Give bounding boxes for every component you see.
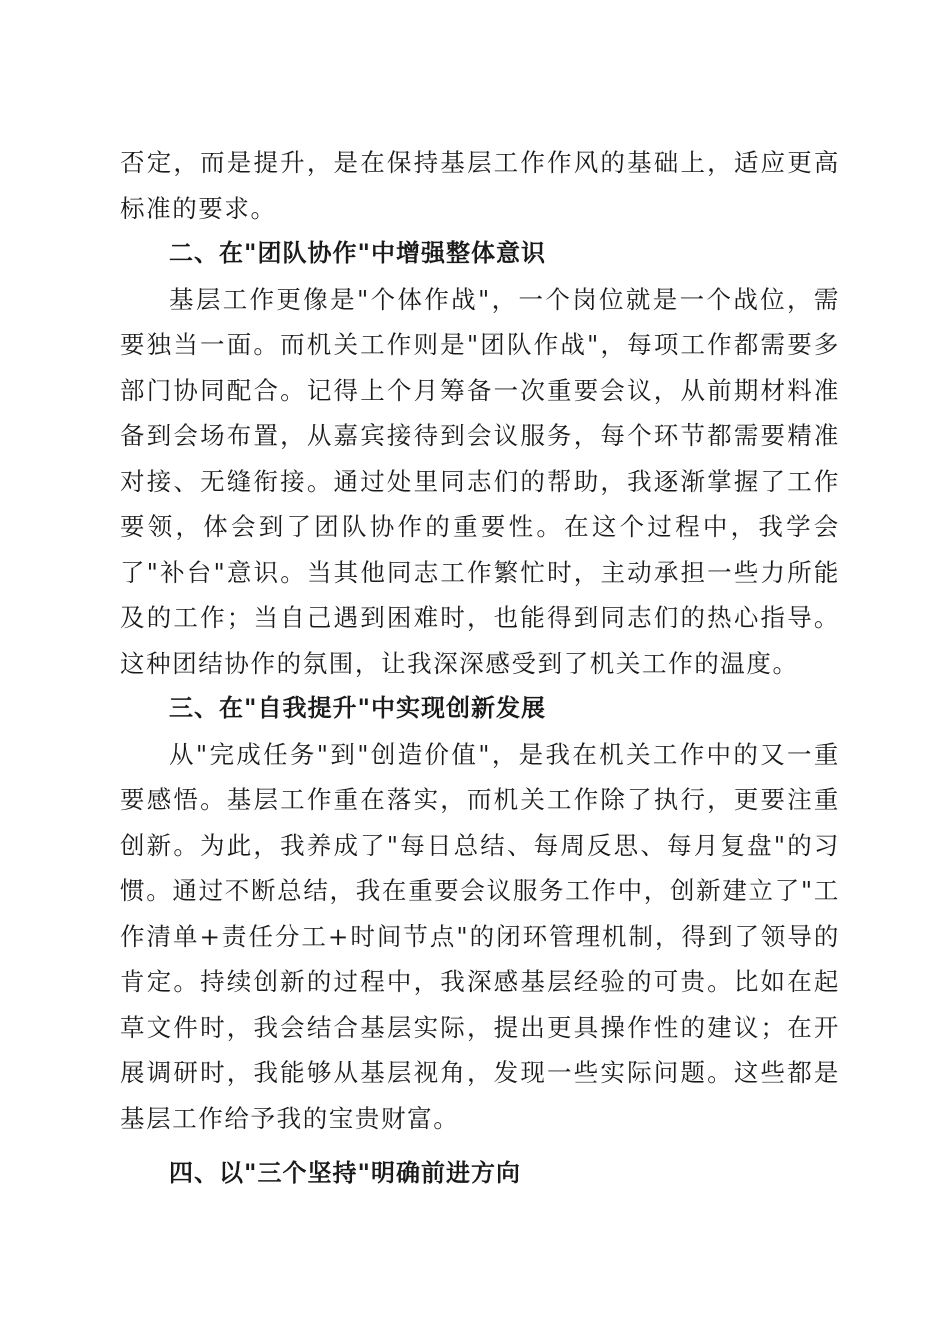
section-4-heading: 四、以"三个坚持"明确前进方向	[169, 1159, 522, 1187]
section-3-paragraph: 从"完成任务"到"创造价值"，是我在机关工作中的又一重要感悟。基层工作重在落实，而机关工作除了执行，更要注重创新。为此，我养成了"每日总结、每周反思、每月复盘"的习惯。通过不断总结，我在重要会议服务工作中，创新建立了"工作清单+责任分工+时间节点"的闭环管理机制，得到了领导的肯定。持续创新的过程中，我深感基层经验的可贵。比如在起草文件时，我会结合基层实际，提出更具操作性的建议；在开展调研时，我能够从基层视角，发现一些实际问题。这些都是基层工作给予我的宝贵财富。	[120, 739, 840, 1133]
section-3-heading: 三、在"自我提升"中实现创新发展	[169, 694, 547, 722]
paragraph-continued: 否定，而是提升，是在保持基层工作作风的基础上，适应更高标准的要求。	[120, 148, 840, 223]
document-body	[120, 140, 840, 1197]
section-2-paragraph: 基层工作更像是"个体作战"，一个岗位就是一个战位，需要独当一面。而机关工作则是"团队作战"，每项工作都需要多部门协同配合。记得上个月筹备一次重要会议，从前期材料准备到会场布置，从嘉宾接待到会议服务，每个环节都需要精准对接、无缝衔接。通过处里同志们的帮助，我逐渐掌握了工作要领，体会到了团队协作的重要性。在这个过程中，我学会了"补台"意识。当其他同志工作繁忙时，主动承担一些力所能及的工作；当自己遇到困难时，也能得到同志们的热心指导。这种团结协作的氛围，让我深深感受到了机关工作的温度。	[120, 284, 840, 678]
section-2-heading: 二、在"团队协作"中增强整体意识	[169, 239, 547, 267]
